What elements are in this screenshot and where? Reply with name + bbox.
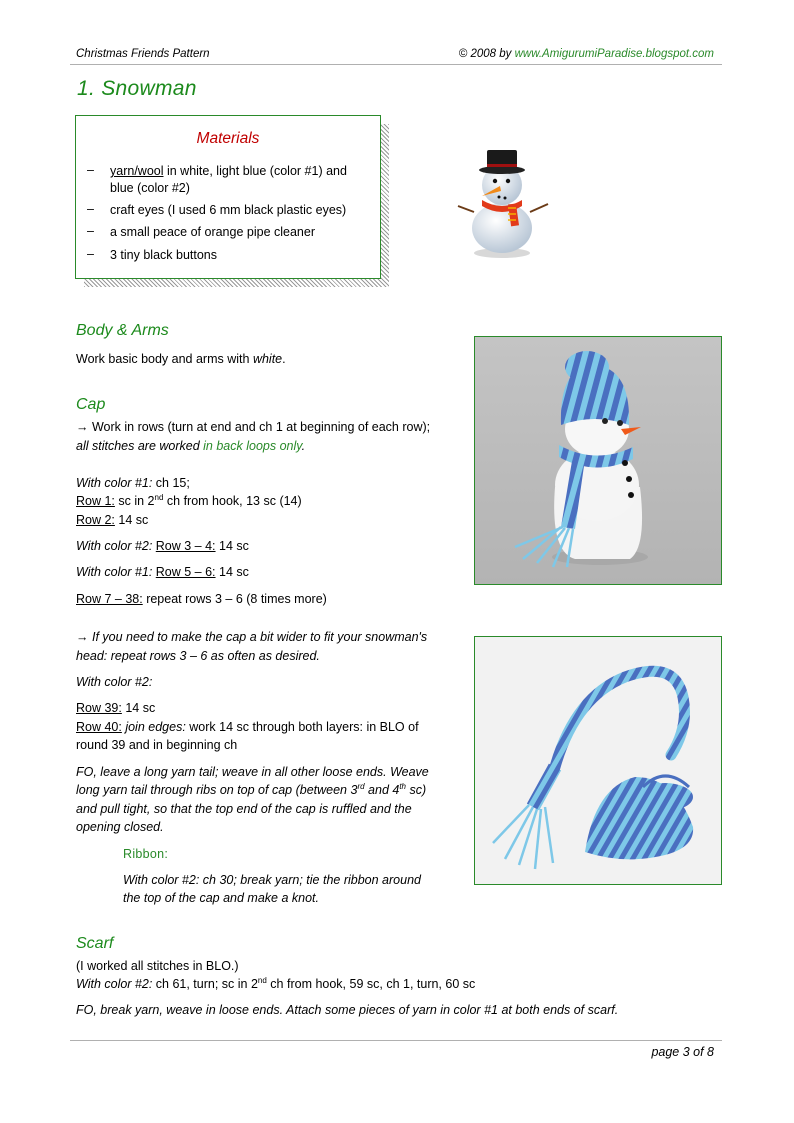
- cap-fo-3: and pull tight, so that the top end of the cap is ruffled and the: [76, 802, 412, 816]
- cap-row40: Row 40: join edges: work 14 sc through both layers: in BLO of: [76, 720, 419, 734]
- cap-wider-note-2: head: repeat rows 3 – 6 as often as desired.: [76, 649, 320, 663]
- materials-box: [75, 115, 381, 279]
- cap-row5-6: With color #1: Row 5 – 6: 14 sc: [76, 565, 249, 579]
- bullet: –: [87, 247, 94, 261]
- cap-heading: Cap: [76, 396, 106, 413]
- ribbon-text-1: With color #2: ch 30; break yarn; tie the ribbon around: [123, 873, 421, 887]
- cap-row7-38: Row 7 – 38: repeat rows 3 – 6 (8 times more): [76, 592, 327, 606]
- scarf-instructions: With color #2: ch 61, turn; sc in 2nd ch from hook, 59 sc, ch 1, turn, 60 sc: [76, 975, 476, 991]
- material-pipe-cleaner: a small peace of orange pipe cleaner: [110, 225, 315, 239]
- material-buttons: 3 tiny black buttons: [110, 248, 218, 262]
- scarf-cap-photo-image: [475, 637, 721, 884]
- page-title: 1. Snowman: [77, 77, 197, 100]
- ribbon-text-2: the top of the cap and make a knot.: [123, 891, 319, 905]
- blog-link[interactable]: www.AmigurumiParadise.blogspot.com: [514, 48, 714, 60]
- cap-row40-cont: round 39 and in beginning ch: [76, 738, 238, 752]
- body-arms-heading: Body & Arms: [76, 322, 169, 339]
- cap-row39: Row 39: 14 sc: [76, 701, 156, 715]
- snowman-photo-image: [475, 337, 721, 584]
- header-rule: [70, 64, 722, 65]
- material-yarn: yarn/wool in white, light blue (color #1) and blue (color #2): [110, 164, 347, 195]
- cap-row1: Row 1: sc in 2nd ch from hook, 13 sc (14): [76, 492, 302, 508]
- header-title: Christmas Friends Pattern: [76, 48, 210, 60]
- scarf-finish: FO, break yarn, weave in loose ends. Attach some pieces of yarn in color #1 at both ends of scarf.: [76, 1003, 619, 1017]
- cap-intro: → Work in rows (turn at end and ch 1 at beginning of each row);: [76, 420, 431, 434]
- scarf-note: (I worked all stitches in BLO.): [76, 959, 239, 973]
- snowman-clipart-icon: [452, 140, 554, 260]
- ribbon-heading: Ribbon:: [123, 847, 169, 861]
- cap-color2-label: With color #2:: [76, 675, 153, 689]
- cap-back-loops: all stitches are worked in back loops only.: [76, 439, 306, 453]
- scarf-cap-photo: [474, 636, 722, 885]
- bullet: –: [87, 224, 94, 238]
- bullet: –: [87, 163, 94, 177]
- page-number: page 3 of 8: [651, 1045, 714, 1059]
- snowman-photo: [474, 336, 722, 585]
- cap-row2: Row 2: 14 sc: [76, 513, 149, 527]
- scarf-heading: Scarf: [76, 935, 114, 952]
- cap-fo-4: opening closed.: [76, 820, 164, 834]
- cap-wider-note-1: → If you need to make the cap a bit wider to fit your snowman's: [76, 630, 428, 644]
- body-arms-text: Work basic body and arms with white.: [76, 352, 286, 366]
- cap-fo-1: FO, leave a long yarn tail; weave in all other loose ends. Weave: [76, 765, 429, 779]
- bullet: –: [87, 202, 94, 216]
- cap-fo-2: long yarn tail through ribs on top of cap (between 3rd and 4th sc): [76, 781, 427, 797]
- cap-row3-4: With color #2: Row 3 – 4: 14 sc: [76, 539, 249, 553]
- materials-heading: Materials: [196, 130, 260, 147]
- cap-color1-start: With color #1: ch 15;: [76, 476, 190, 490]
- material-eyes: craft eyes (I used 6 mm black plastic eyes): [110, 203, 347, 217]
- header-credit: © 2008 by www.AmigurumiParadise.blogspot.com: [458, 48, 714, 60]
- footer-rule: [70, 1040, 722, 1041]
